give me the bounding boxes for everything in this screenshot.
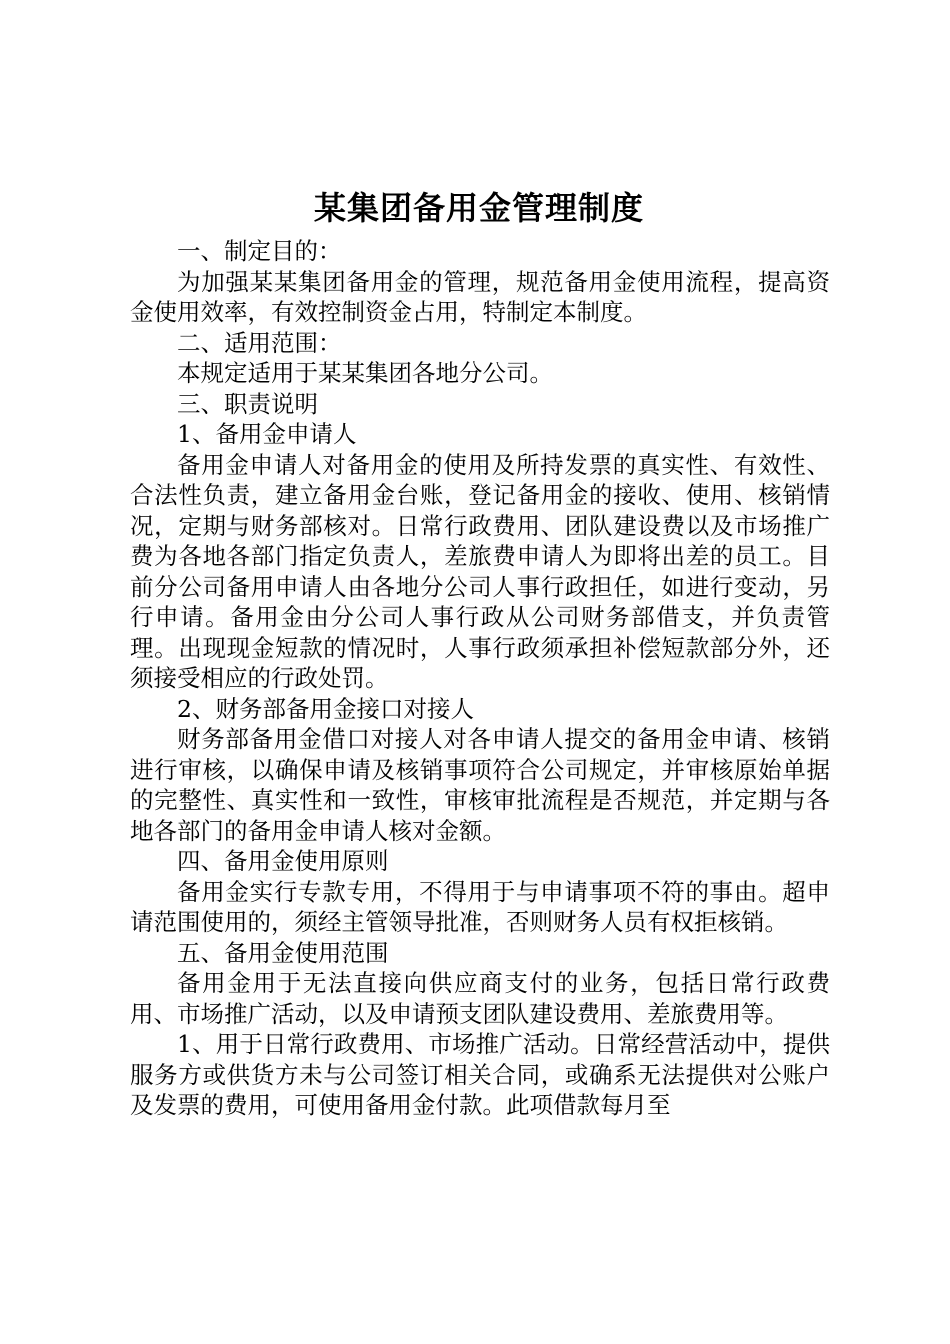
document-body [130, 236, 830, 1121]
subheading-applicant: 1、备用金申请人 [177, 420, 357, 448]
heading-principles: 四、备用金使用原则 [177, 847, 389, 875]
paragraph-usage-item-1: 1、用于日常行政费用、市场推广活动。日常经营活动中，提供服务方或供货方未与公司签订相关合同，或确系无法提供对公账户及发票的费用，可使用备用金付款。此项借款每月至 [130, 1030, 830, 1119]
document-title: 某集团备用金管理制度 [313, 189, 644, 227]
heading-scope: 二、适用范围： [177, 328, 342, 357]
paragraph-scope: 本规定适用于某某集团各地分公司。 [177, 359, 553, 387]
paragraph-principles: 备用金实行专款专用，不得用于与申请事项不符的事由。超申请范围使用的，须经主管领导批准，否则财务人员有权拒核销。 [130, 877, 830, 936]
paragraph-usage-scope: 备用金用于无法直接向供应商支付的业务，包括日常行政费用、市场推广活动，以及申请预支团队建设费用、差旅费用等。 [130, 969, 830, 1028]
paragraph-purpose: 为加强某某集团备用金的管理，规范备用金使用流程，提高资金使用效率，有效控制资金占用，特制定本制度。 [130, 267, 830, 326]
paragraph-finance-contact: 财务部备用金借口对接人对各申请人提交的备用金申请、核销进行审核，以确保申请及核销事项符合公司规定，并审核原始单据的完整性、真实性和一致性，审核审批流程是否规范，并定期与各地各部门的备用金申请人核对金额。 [130, 725, 830, 845]
paragraph-applicant: 备用金申请人对备用金的使用及所持发票的真实性、有效性、合法性负责，建立备用金台账，登记备用金的接收、使用、核销情况，定期与财务部核对。日常行政费用、团队建设费以及市场推广费为各地各部门指定负责人，差旅费申请人为即将出差的员工。目前分公司备用申请人由各地分公司人事行政担任，如进行变动，另行申请。备用金由分公司人事行政从公司财务部借支，并负责管理。出现现金短款的情况时，人事行政须承担补偿短款部分外，还须接受相应的行政处罚。 [130, 450, 830, 692]
subheading-finance-contact: 2、财务部备用金接口对接人 [177, 694, 474, 723]
heading-responsibilities: 三、职责说明 [177, 389, 318, 418]
heading-purpose: 一、制定目的： [177, 237, 342, 265]
heading-usage-scope: 五、备用金使用范围 [177, 938, 389, 967]
